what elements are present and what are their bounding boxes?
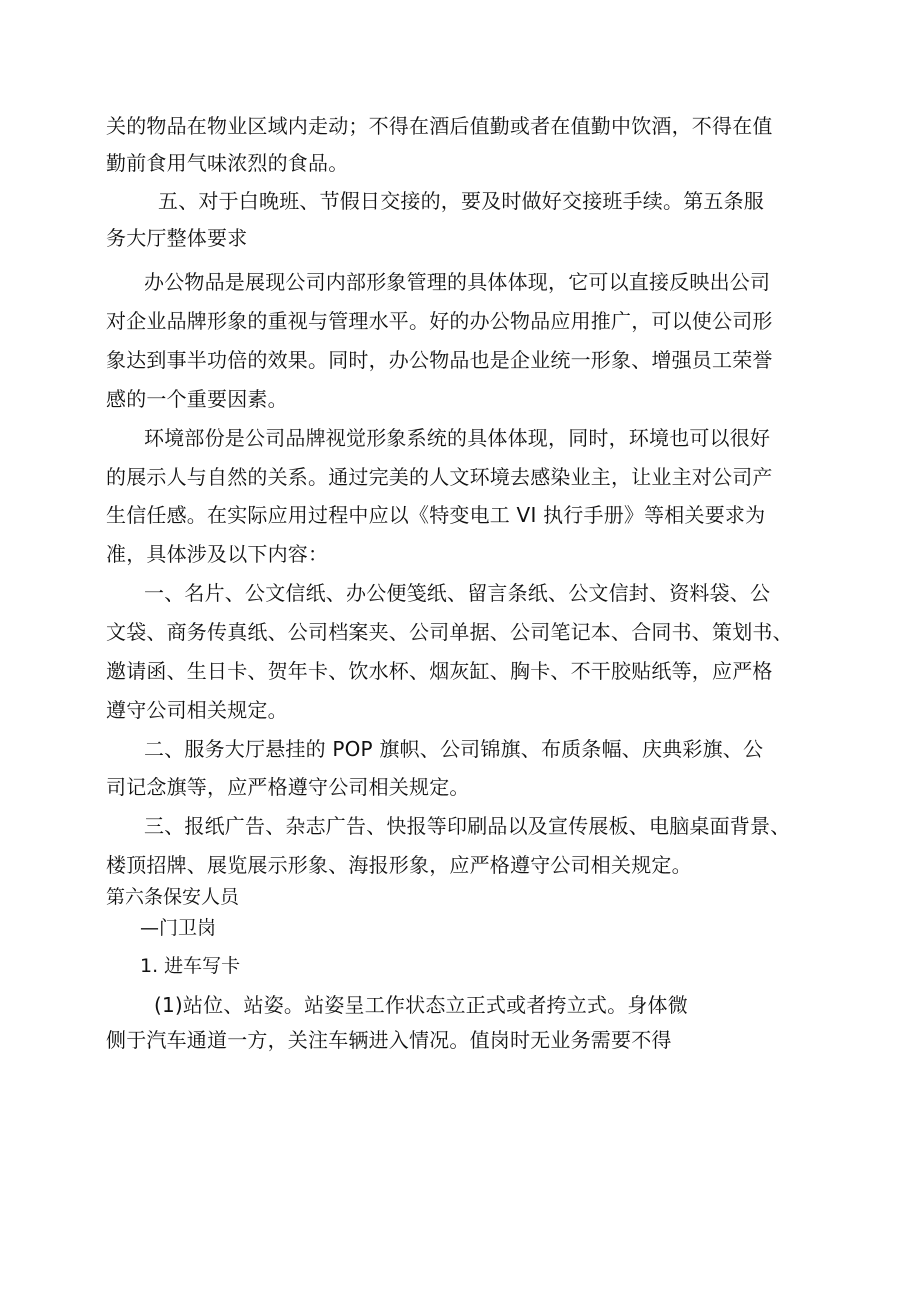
text-line: 楼顶招牌、展览展示形象、海报形象，应严格遵守公司相关规定。 [106,853,692,877]
text-line: 关的物品在物业区域内走动；不得在酒后值勤或者在值勤中饮酒，不得在值 [106,114,773,138]
text-line: (1)站位、站姿。站姿呈工作状态立正式或者挎立式。身体微 [154,993,688,1017]
text-line: 准，具体涉及以下内容： [106,542,329,566]
subsection-heading: —门卫岗 [140,917,217,939]
text-line: 文袋、商务传真纸、公司档案夹、公司单据、公司笔记本、合同书、策划书、 [106,620,793,644]
text-line: 感的一个重要因素。 [106,387,288,411]
text-line: 勤前食用气味浓烈的食品。 [106,151,349,175]
text-line: 五、对于白晚班、节假日交接的，要及时做好交接班手续。第五条服 [158,189,764,213]
text-line: 邀请函、生日卡、贺年卡、饮水杯、烟灰缸、胸卡、不干胶贴纸等，应严格 [106,659,773,683]
item-heading: 1. 进车写卡 [140,955,241,977]
text-line: 二、服务大厅悬挂的 POP 旗帜、公司锦旗、布质条幅、庆典彩旗、公 [144,737,764,761]
text-line: 遵守公司相关规定。 [106,698,288,722]
text-line: 生信任感。在实际应用过程中应以《特变电工 VI 执行手册》等相关要求为 [106,503,766,527]
section-heading: 第六条保安人员 [106,886,240,908]
text-line: 象达到事半功倍的效果。同时，办公物品也是企业统一形象、增强员工荣誉 [106,348,773,372]
text-line: 办公物品是展现公司内部形象管理的具体体现，它可以直接反映出公司 [144,270,771,294]
text-line: 环境部份是公司品牌视觉形象系统的具体体现，同时，环境也可以很好 [144,426,771,450]
text-line: 一、名片、公文信纸、办公便笺纸、留言条纸、公文信封、资料袋、公 [144,581,771,605]
text-line: 对企业品牌形象的重视与管理水平。好的办公物品应用推广，可以使公司形 [106,309,773,333]
text-line: 司记念旗等，应严格遵守公司相关规定。 [106,775,470,799]
text-line: 三、报纸广告、杂志广告、快报等印刷品以及宣传展板、电脑桌面背景、 [144,814,791,838]
text-line: 的展示人与自然的关系。通过完美的人文环境去感染业主，让业主对公司产 [106,465,773,489]
text-line: 侧于汽车通道一方，关注车辆进入情况。值岗时无业务需要不得 [106,1028,672,1052]
text-line: 务大厅整体要求 [106,226,248,250]
